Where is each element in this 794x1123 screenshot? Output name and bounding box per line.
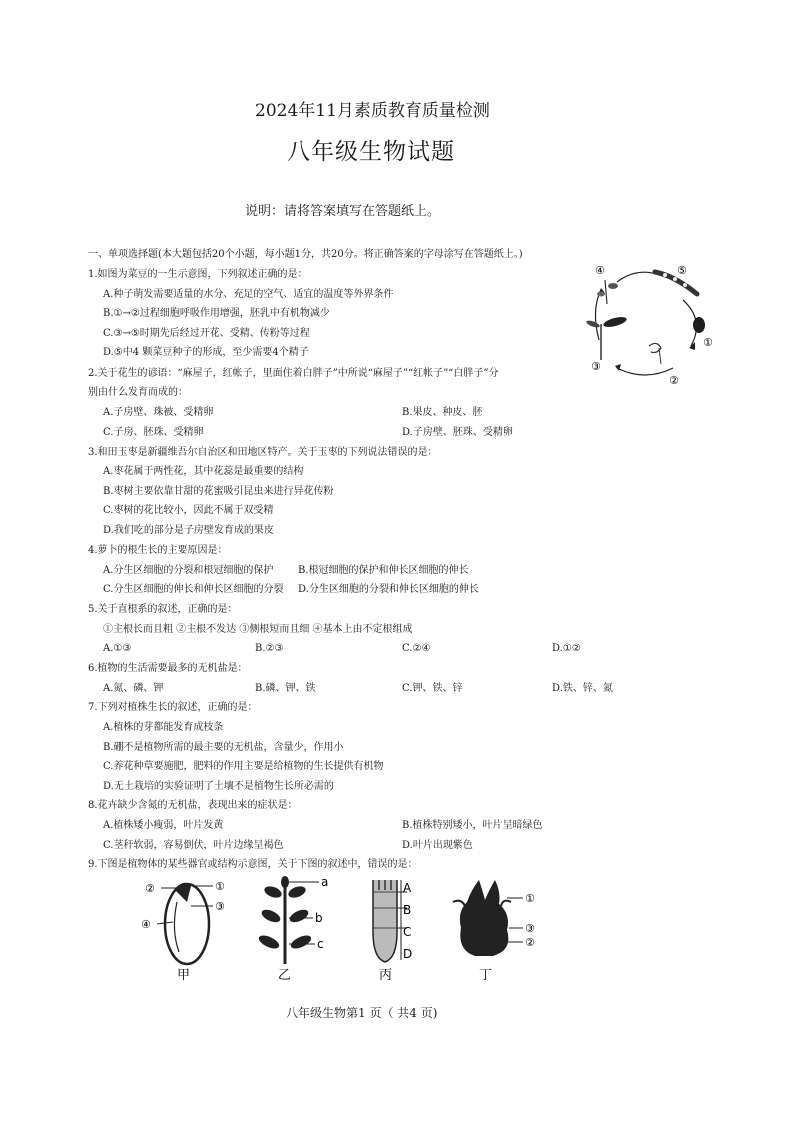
q7-option-d: D.无土栽培的实验证明了土壤不是植物生长所必需的	[103, 781, 334, 792]
yi-label-c: c	[317, 937, 324, 951]
q7-option-a: A.植株的芽都能发育成枝条	[103, 722, 224, 733]
q3-option-d: D.我们吃的部分是子房壁发育成的果皮	[103, 525, 274, 536]
page-title: 八年级生物试题	[287, 139, 455, 165]
q1-option-d: D.⑤中4 颗菜豆种子的形成，至少需要4个精子	[103, 347, 309, 358]
q6-option-a: A.氮、磷、钾	[103, 683, 164, 694]
leaf	[288, 907, 310, 925]
leaf	[287, 884, 307, 900]
jia-label-4: ④	[141, 918, 151, 931]
figure-ding	[453, 880, 535, 983]
q3-stem: 3.和田玉枣是新疆维吾尔自治区和田地区特产。关于玉枣的下列说法错误的是：	[88, 447, 438, 458]
q2-stem: 2.关于花生的谚语：“麻屋子，红帐子，里面住着白胖子”中所说“麻屋子”“红帐子”“白胖子”分	[88, 368, 499, 379]
q8-option-a: A.植株矮小瘦弱，叶片发黄	[103, 820, 224, 831]
pod-seed	[673, 277, 677, 281]
label-stage-4: ④	[595, 264, 605, 277]
q2-stem-continued: 别由什么发育而成的：	[88, 387, 188, 398]
label-stage-3: ③	[591, 360, 601, 373]
leaf	[263, 884, 283, 900]
q8-option-b: B.植株特别矮小，叶片呈暗绿色	[402, 820, 543, 831]
q1-stem: 1.如图为菜豆的一生示意图，下列叙述正确的是：	[88, 269, 308, 280]
pod-seed	[683, 283, 687, 287]
plant-structures-figure	[135, 872, 565, 987]
figure-yi	[257, 875, 328, 983]
bing-label-c: C	[403, 925, 412, 939]
bean-seed	[693, 317, 705, 333]
q3-option-a: A.枣花属于两性花，其中花蕊是最重要的结构	[103, 466, 304, 477]
ding-label-2: ②	[525, 936, 535, 949]
plant-leaf	[597, 292, 605, 297]
cycle-arrow	[595, 290, 601, 340]
bean-pod	[655, 272, 697, 294]
q2-option-d: D.子房壁、胚珠、受精卵	[402, 427, 513, 438]
q9-stem: 9.下图是植物体的某些器官或结构示意图，关于下图的叙述中，错误的是：	[88, 859, 418, 870]
q1-option-b: B.①→②过程细胞呼吸作用增强，胚乳中有机物减少	[103, 308, 330, 319]
q5-option-a: A.①③	[103, 643, 132, 654]
bing-label-a: A	[403, 881, 412, 895]
q5-option-b: B.②③	[255, 643, 284, 654]
leaf	[257, 933, 281, 951]
q6-option-d: D.铁、锌、氮	[552, 683, 613, 694]
jia-label-3: ③	[215, 900, 225, 913]
q8-stem: 8.花卉缺少含氮的无机盐，表现出来的症状是：	[88, 800, 298, 811]
q8-option-d: D.叶片出现紫色	[402, 840, 473, 851]
q4-option-d: D.分生区细胞的分裂和伸长区细胞的伸长	[298, 584, 479, 595]
q2-option-b: B.果皮、种皮、胚	[402, 407, 483, 418]
ding-label-3: ③	[525, 922, 535, 935]
jia-label-2: ②	[145, 882, 155, 895]
flowering-plant-stem	[605, 280, 607, 304]
exam-line: 2024年11月素质教育质量检测	[255, 101, 490, 121]
q6-option-b: B.磷、钾、铁	[255, 683, 316, 694]
leaf	[289, 933, 313, 951]
q4-option-a: A.分生区细胞的分裂和根冠细胞的保护	[103, 565, 274, 576]
q7-stem: 7.下列对植株生长的叙述，正确的是：	[88, 702, 258, 713]
bing-label-d: D	[403, 947, 413, 961]
bing-label-b: B	[403, 903, 412, 917]
plant-leaf	[608, 283, 618, 289]
bud-scale	[501, 901, 511, 906]
label-stage-2: ②	[669, 374, 679, 387]
seed-inner-line	[174, 902, 179, 952]
q5-stem: 5.关于直根系的叙述，正确的是：	[88, 604, 238, 615]
q1-option-c: C.③→⑤时期先后经过开花、受精、传粉等过程	[103, 328, 310, 339]
q2-option-c: C.子房、胚珠、受精卵	[103, 427, 204, 438]
caption-yi: 乙	[278, 968, 292, 983]
yi-label-b: b	[315, 911, 323, 925]
q6-option-c: C.钾、铁、锌	[402, 683, 463, 694]
q3-option-c: C.枣树的花比较小，因此不属于双受精	[103, 505, 274, 516]
q4-option-c: C.分生区细胞的伸长和伸长区细胞的分裂	[103, 584, 284, 595]
cycle-arrow	[617, 272, 657, 282]
cycle-arrow	[617, 368, 673, 375]
yi-label-a: a	[321, 875, 329, 889]
q5-items: ①主根长而且粗 ②主根不发达 ③侧根短而且细 ④基本上由不定根组成	[103, 624, 413, 635]
q3-option-b: B.枣树主要依靠甘甜的花蜜吸引昆虫来进行异花传粉	[103, 486, 334, 497]
caption-jia: 甲	[177, 968, 191, 983]
q4-stem: 4.萝卜的根生长的主要原因是：	[88, 545, 228, 556]
seedling-leaf	[602, 315, 627, 329]
jia-label-1: ①	[215, 880, 225, 893]
section-heading: 一、单项选择题(本大题包括20个小题，每小题1分，共20分。将正确答案的字母涂写在答题纸上。)	[88, 249, 523, 260]
q7-option-b: B.硼不是植物所需的最主要的无机盐，含量少，作用小	[103, 742, 344, 753]
q5-option-c: C.②④	[402, 643, 431, 654]
figure-jia	[141, 880, 225, 983]
leaf	[260, 907, 282, 925]
q8-option-c: C.茎秆软弱，容易倒伏，叶片边缘呈褐色	[103, 840, 284, 851]
label-stage-5: ⑤	[677, 264, 687, 277]
terminal-bud	[281, 876, 289, 888]
bean-life-cycle-figure	[565, 260, 715, 390]
radicle	[659, 348, 661, 364]
ding-label-1: ①	[525, 892, 535, 905]
q5-option-d: D.①②	[552, 643, 581, 654]
figure-bing	[373, 880, 412, 983]
q6-stem: 6.植物的生活需要最多的无机盐是：	[88, 663, 248, 674]
seedling-leaf	[586, 319, 601, 328]
bud-body	[460, 880, 509, 956]
caption-bing: 丙	[379, 968, 393, 983]
label-stage-1: ①	[703, 336, 713, 349]
bud-scale	[453, 901, 465, 906]
q7-option-c: C.养花种草要施肥，肥料的作用主要是给植物的生长提供有机物	[103, 761, 384, 772]
instruction-note: 说明：请将答案填写在答题纸上。	[245, 204, 441, 219]
q1-option-a: A.种子萌发需要适量的水分、充足的空气、适宜的温度等外界条件	[103, 289, 394, 300]
caption-ding: 丁	[479, 968, 493, 983]
pod-seed	[663, 273, 667, 277]
page-footer: 八年级生物第1 页（ 共4 页)	[286, 1006, 438, 1020]
q2-option-a: A.子房壁、珠被、受精卵	[103, 407, 214, 418]
q4-option-b: B.根冠细胞的保护和伸长区细胞的伸长	[298, 565, 469, 576]
seed-embryo	[175, 883, 191, 902]
